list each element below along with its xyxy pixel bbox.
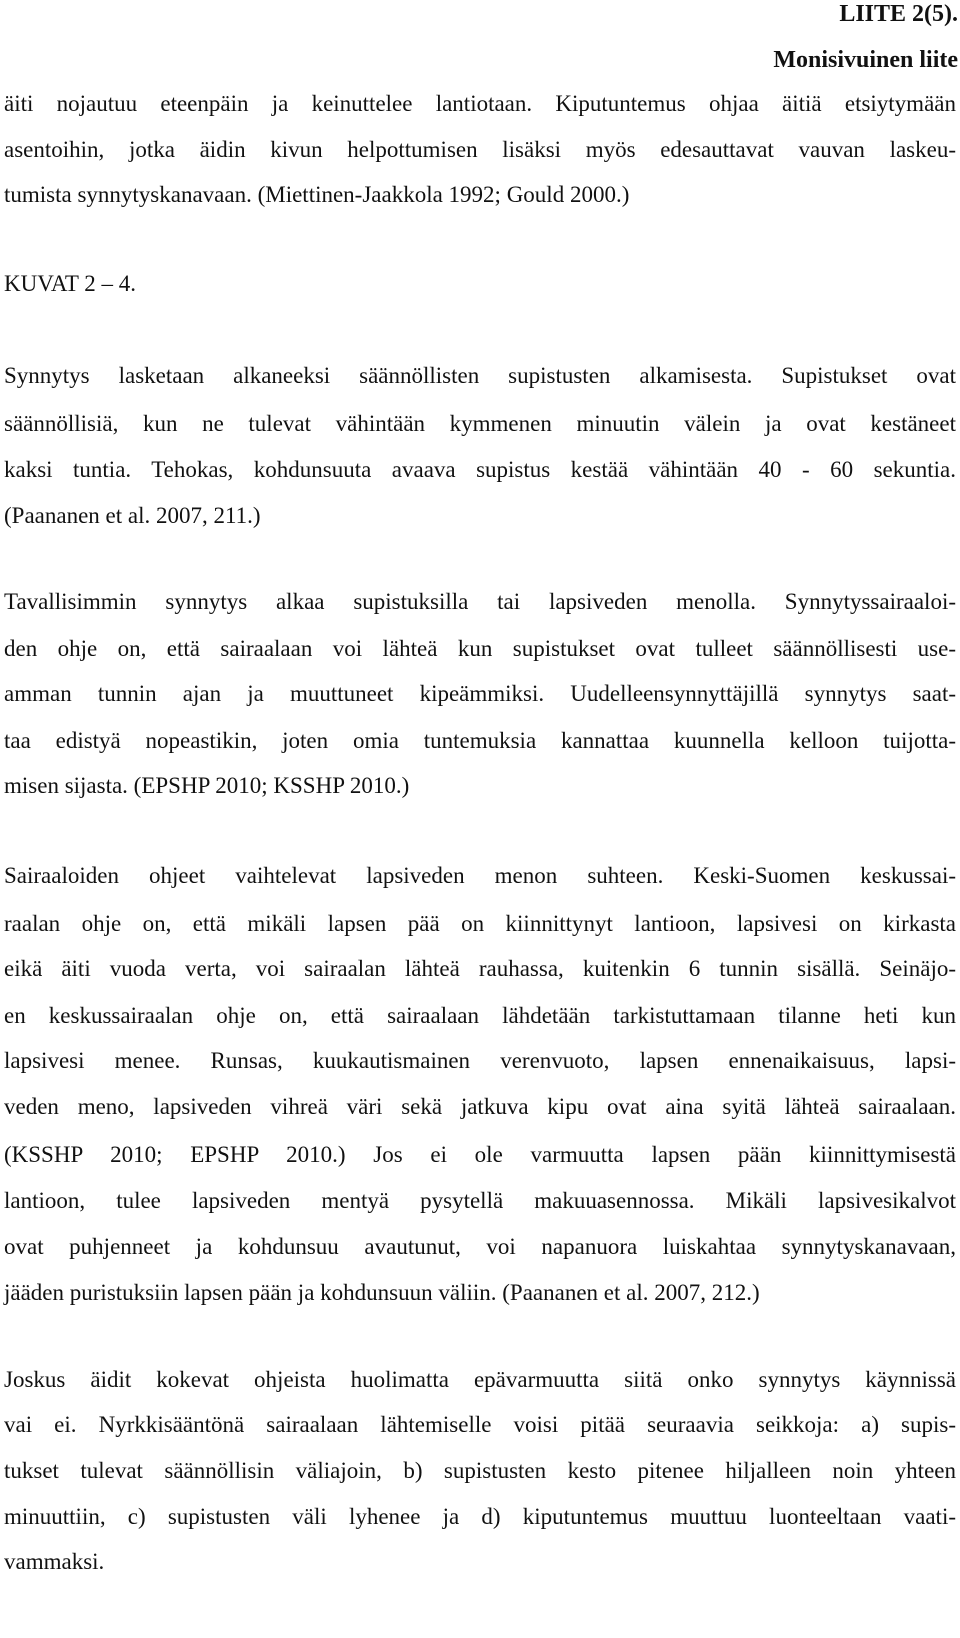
appendix-label: LIITE 2(5). xyxy=(839,1,958,27)
text-line: (KSSHP 2010; EPSHP 2010.) Jos ei ole varmuutta lapsen pään kiinnittymisestä xyxy=(4,1142,956,1167)
text-line: tukset tulevat säännöllisin väliajoin, b) supistusten kesto pitenee hiljalleen noin yhteen xyxy=(4,1458,956,1483)
text-line: äiti nojautuu eteenpäin ja keinuttelee lantiotaan. Kiputuntemus ohjaa äitiä etsiytymään xyxy=(4,91,956,116)
text-line: Tavallisimmin synnytys alkaa supistuksilla tai lapsiveden menolla. Synnytyssairaaloi- xyxy=(4,589,956,614)
text-line: eikä äiti vuoda verta, voi sairaalan lähteä rauhassa, kuitenkin 6 tunnin sisällä. Seinäjo- xyxy=(4,956,956,981)
text-line: minuuttiin, c) supistusten väli lyhenee ja d) kiputuntemus muuttuu luonteeltaan vaati- xyxy=(4,1504,956,1529)
text-line: (Paananen et al. 2007, 211.) xyxy=(4,503,261,528)
text-line: säännöllisiä, kun ne tulevat vähintään kymmenen minuutin välein ja ovat kestäneet xyxy=(4,411,956,436)
text-line: veden meno, lapsiveden vihreä väri sekä jatkuva kipu ovat aina syitä lähteä sairaalaan. xyxy=(4,1094,956,1119)
text-line: vai ei. Nyrkkisääntönä sairaalaan lähtemiselle voisi pitää seuraavia seikkoja: a) supis- xyxy=(4,1412,956,1437)
text-line: Synnytys lasketaan alkaneeksi säännöllisten supistusten alkamisesta. Supistukset ovat xyxy=(4,363,956,388)
text-line: Sairaaloiden ohjeet vaihtelevat lapsiveden menon suhteen. Keski-Suomen keskussai- xyxy=(4,863,956,888)
text-line: misen sijasta. (EPSHP 2010; KSSHP 2010.) xyxy=(4,773,410,798)
text-line: amman tunnin ajan ja muuttuneet kipeämmiksi. Uudelleensynnyttäjillä synnytys saat- xyxy=(4,681,956,706)
text-line: tumista synnytyskanavaan. (Miettinen-Jaakkola 1992; Gould 2000.) xyxy=(4,182,630,207)
text-line: Joskus äidit kokevat ohjeista huolimatta epävarmuutta siitä onko synnytys käynnissä xyxy=(4,1367,956,1392)
text-line: lantioon, tulee lapsiveden mentyä pysytellä makuuasennossa. Mikäli lapsivesikalvot xyxy=(4,1188,956,1213)
appendix-subtitle: Monisivuinen liite xyxy=(773,47,958,73)
text-line: taa edistyä nopeastikin, joten omia tuntemuksia kannattaa kuunnella kelloon tuijotta- xyxy=(4,728,956,753)
text-line: kaksi tuntia. Tehokas, kohdunsuuta avaava supistus kestää vähintään 40 - 60 sekuntia. xyxy=(4,457,956,482)
figure-reference: KUVAT 2 – 4. xyxy=(4,271,137,296)
text-line: en keskussairaalan ohje on, että sairaalaan lähdetään tarkistuttamaan tilanne heti kun xyxy=(4,1003,956,1028)
text-line: jääden puristuksiin lapsen pään ja kohdunsuun väliin. (Paananen et al. 2007, 212.) xyxy=(4,1280,760,1305)
text-line: den ohje on, että sairaalaan voi lähteä kun supistukset ovat tulleet säännöllisesti use- xyxy=(4,636,956,661)
text-line: vammaksi. xyxy=(4,1549,105,1574)
text-line: raalan ohje on, että mikäli lapsen pää on kiinnittynyt lantioon, lapsivesi on kirkasta xyxy=(4,911,956,936)
text-line: asentoihin, jotka äidin kivun helpottumisen lisäksi myös edesauttavat vauvan laskeu- xyxy=(4,137,956,162)
text-line: lapsivesi menee. Runsas, kuukautismainen verenvuoto, lapsen ennenaikaisuus, lapsi- xyxy=(4,1048,956,1073)
text-line: ovat puhjenneet ja kohdunsuu avautunut, voi napanuora luiskahtaa synnytyskanavaan, xyxy=(4,1234,956,1259)
